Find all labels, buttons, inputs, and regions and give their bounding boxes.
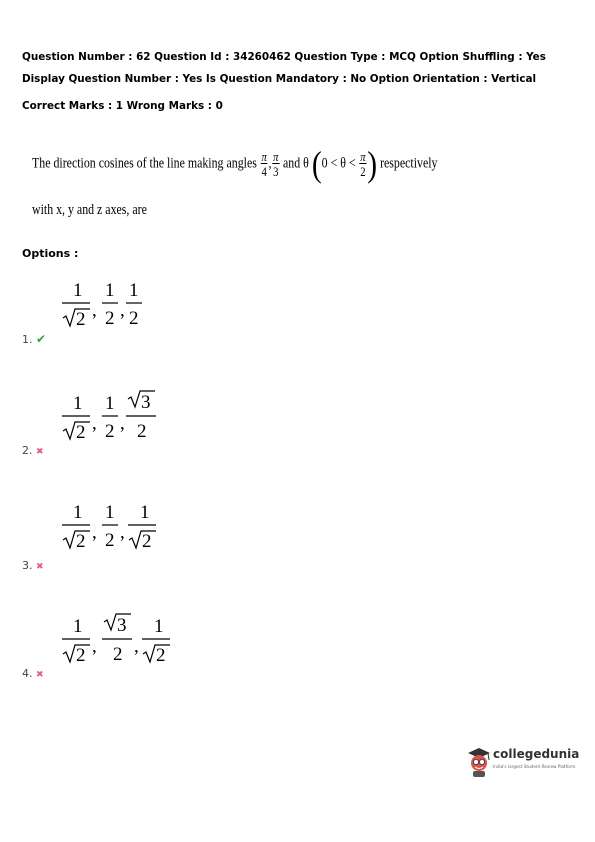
svg-text:3: 3 — [141, 392, 151, 413]
question-text-line-2: with x, y and z axes, are — [32, 202, 147, 218]
theta-condition: 0 < θ < — [321, 155, 356, 172]
svg-text:1: 1 — [154, 616, 164, 637]
svg-text:2: 2 — [113, 644, 123, 665]
fraction-pi-over-4: $\frac{\pi}{4}$ — [261, 149, 267, 179]
logo-tagline: India's largest Student Review Platform — [493, 764, 576, 769]
option-2-number: 2. ✖ — [22, 444, 44, 457]
svg-text:2: 2 — [142, 531, 152, 552]
svg-text:2: 2 — [105, 421, 115, 442]
svg-text:,: , — [134, 636, 139, 657]
fraction-pi-over-2: $\frac{\pi}{2}$ — [360, 149, 366, 179]
question-text-start: The direction cosines of the line making angles — [32, 155, 257, 172]
svg-text:,: , — [120, 522, 125, 543]
svg-text:1: 1 — [140, 502, 150, 523]
wrong-cross-icon: ✖ — [36, 670, 44, 680]
fraction-pi-over-3: $\frac{\pi}{3}$ — [273, 149, 279, 179]
svg-text:,: , — [120, 413, 125, 434]
svg-text:2: 2 — [76, 309, 86, 330]
svg-text:,: , — [92, 522, 97, 543]
option-1-number: 1. ✔ — [22, 332, 47, 346]
svg-text:,: , — [120, 300, 125, 321]
option-4-number: 4. ✖ — [22, 667, 44, 680]
question-meta-line-1: Question Number : 62 Question Id : 34260462 Question Type : MCQ Option Shuffling : Yes — [22, 51, 546, 63]
svg-text:2: 2 — [76, 531, 86, 552]
svg-text:2: 2 — [137, 421, 147, 442]
svg-text:2: 2 — [105, 530, 115, 551]
svg-text:3: 3 — [117, 615, 127, 636]
svg-text:1: 1 — [73, 616, 83, 637]
respectively-text: respectively — [380, 155, 438, 172]
svg-text:1: 1 — [105, 502, 115, 523]
svg-text:1: 1 — [105, 393, 115, 414]
option-3-number: 3. ✖ — [22, 559, 44, 572]
option-4-math — [60, 610, 190, 666]
svg-text:,: , — [92, 636, 97, 657]
svg-text:1: 1 — [129, 280, 139, 301]
question-meta-line-3: Correct Marks : 1 Wrong Marks : 0 — [22, 100, 223, 112]
svg-text:1: 1 — [105, 280, 115, 301]
svg-text:2: 2 — [105, 308, 115, 329]
logo-wordmark: collegedunia — [493, 747, 580, 761]
svg-text:1: 1 — [73, 393, 83, 414]
question-meta-line-2: Display Question Number : Yes Is Question Mandatory : No Option Orientation : Vertical — [22, 73, 537, 85]
wrong-cross-icon: ✖ — [36, 447, 44, 457]
option-1-math — [60, 276, 170, 330]
svg-text:,: , — [92, 300, 97, 321]
option-3-math — [60, 498, 180, 552]
svg-text:2: 2 — [129, 308, 139, 329]
svg-text:2: 2 — [76, 422, 86, 443]
correct-check-icon: ✔ — [36, 332, 47, 346]
collegedunia-logo — [465, 744, 580, 782]
and-theta-text: and θ — [283, 155, 309, 172]
svg-text:1: 1 — [73, 280, 83, 301]
options-label: Options : — [22, 247, 79, 260]
option-2-math — [60, 389, 180, 443]
svg-text:1: 1 — [73, 502, 83, 523]
svg-text:2: 2 — [76, 645, 86, 666]
svg-text:,: , — [92, 413, 97, 434]
svg-text:2: 2 — [156, 645, 166, 666]
wrong-cross-icon: ✖ — [36, 562, 44, 572]
graduate-mascot-icon — [465, 744, 493, 778]
